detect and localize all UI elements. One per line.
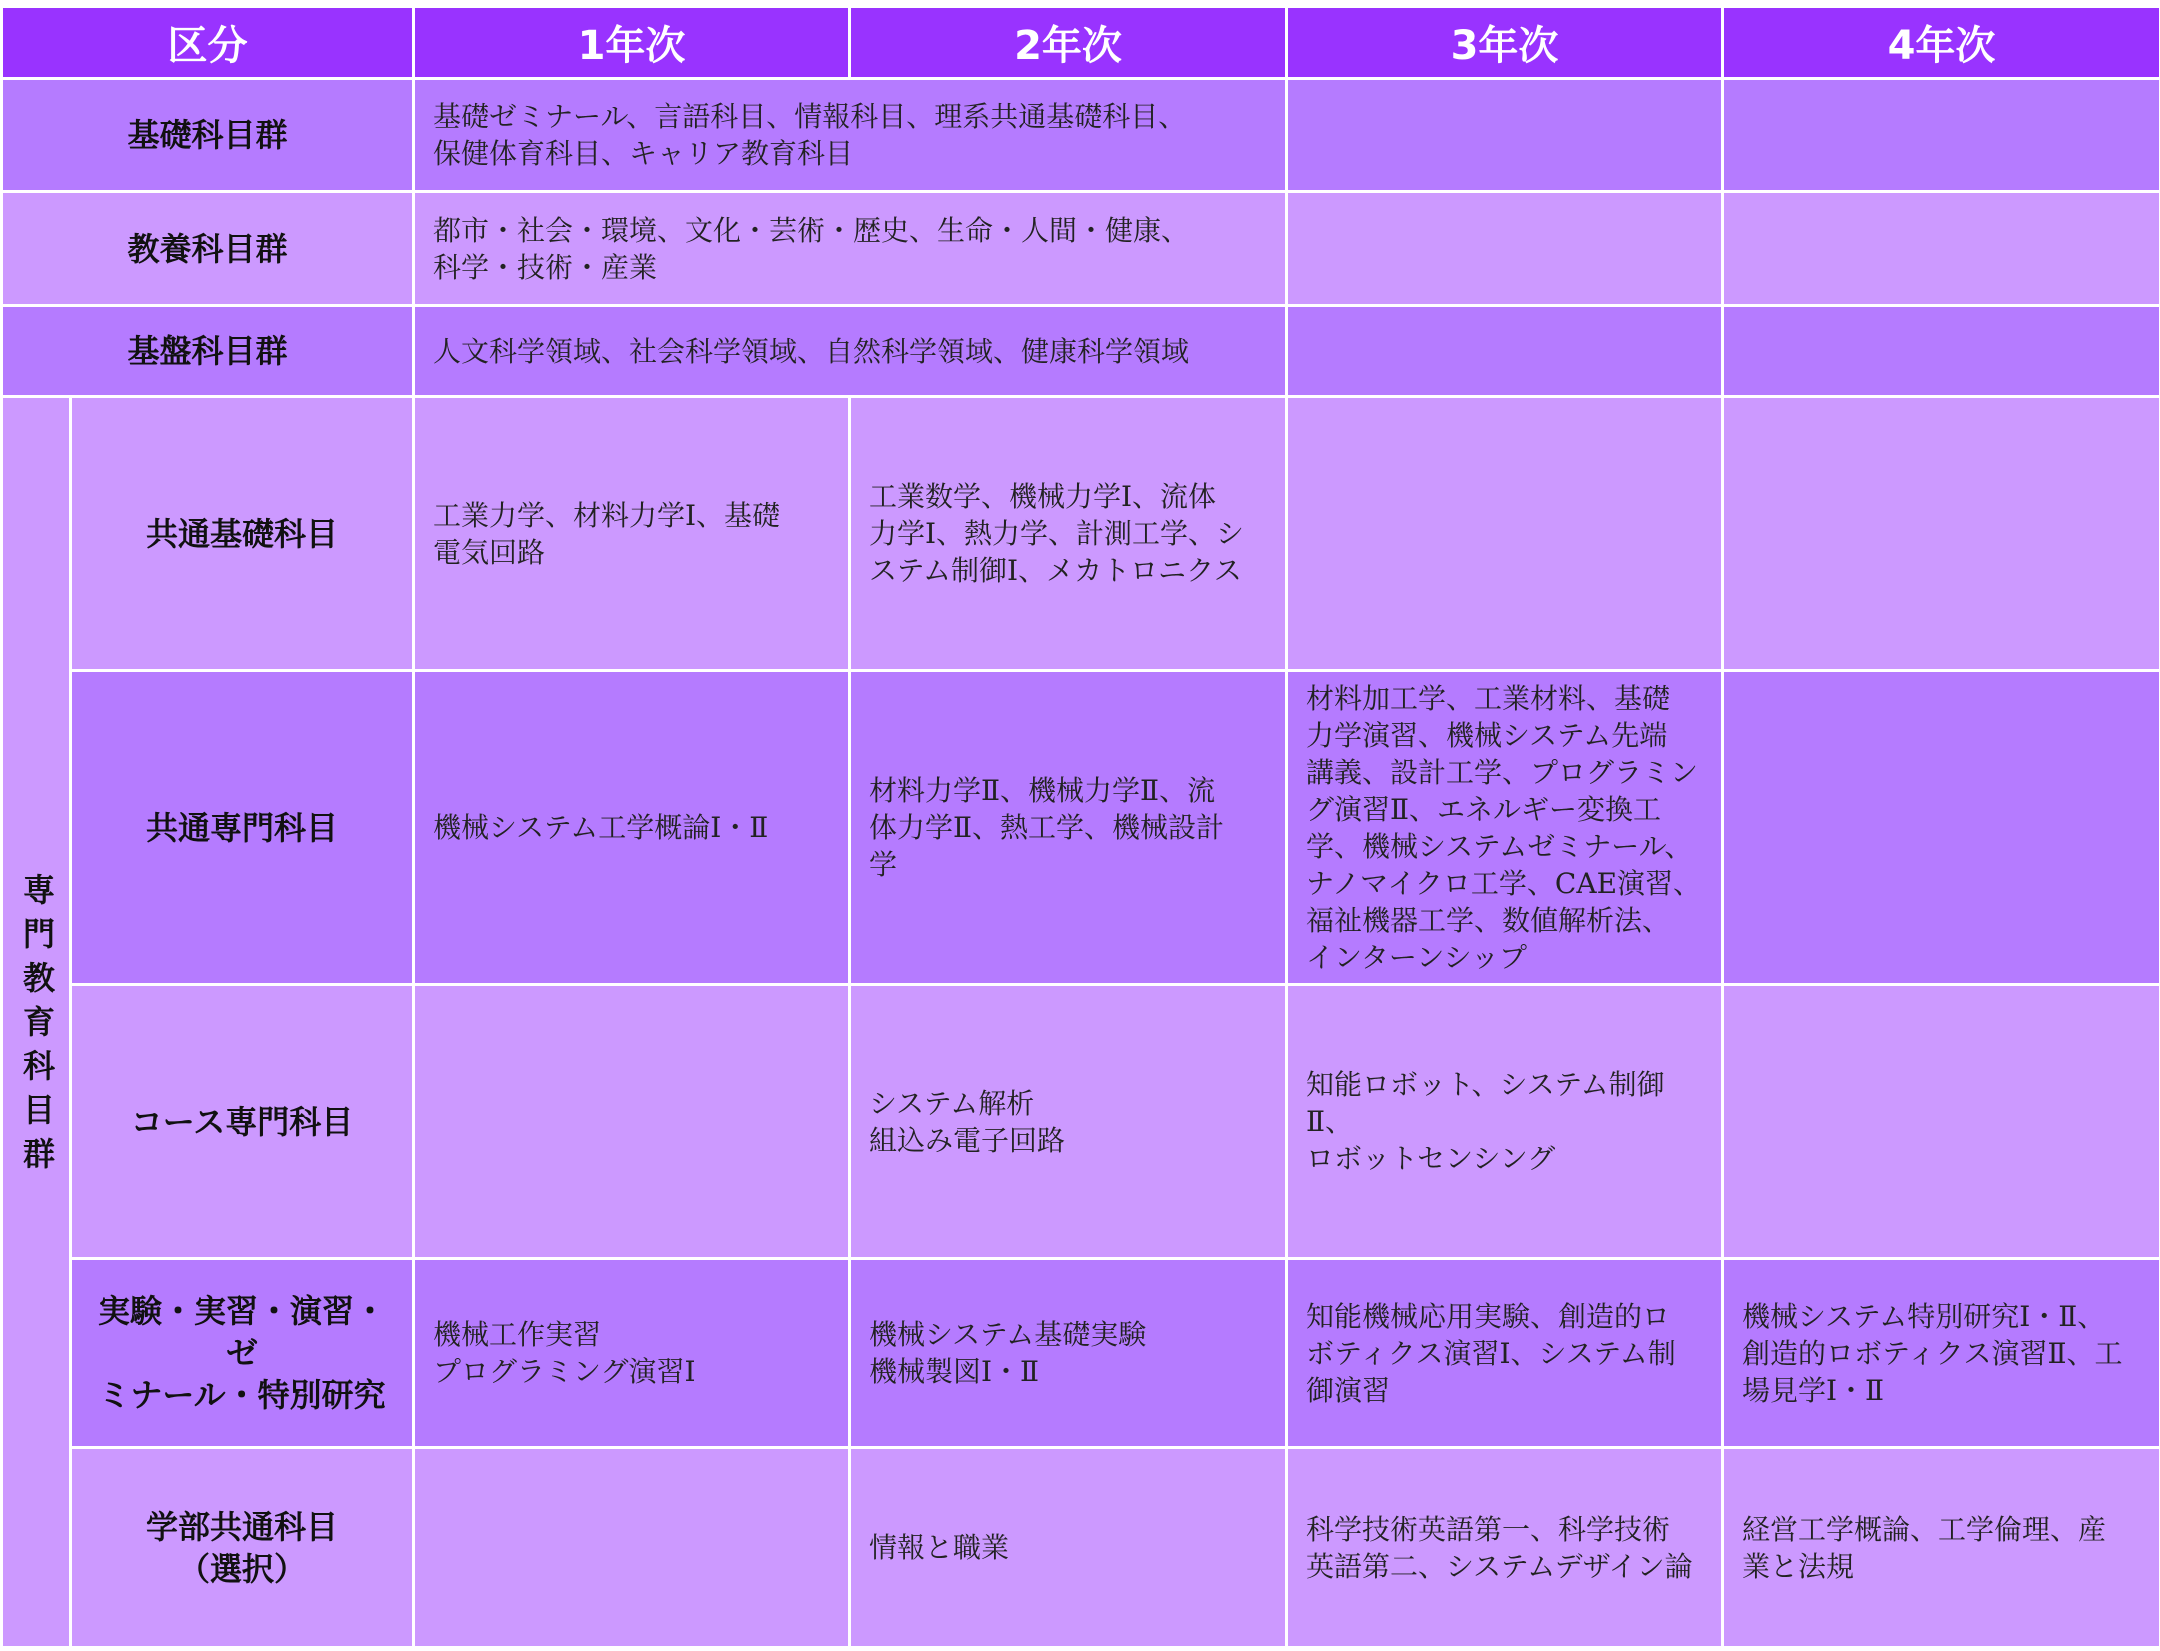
category-cell: 基礎科目群 [2,79,414,192]
header-year-3: 3年次 [1287,7,1723,79]
content-cell: 人文科学領域、社会科学領域、自然科学領域、健康科学領域 [414,306,1287,397]
content-cell: 材料力学Ⅱ、機械力学Ⅱ、流 体力学Ⅱ、熱工学、機械設計 学 [850,671,1287,985]
header-category: 区分 [2,7,414,79]
empty-cell [1723,79,2160,192]
row-kiso [2,79,2160,192]
content-cell: 知能機械応用実験、創造的ロ ボティクス演習Ⅰ、システム制 御演習 [1287,1259,1723,1448]
row-course-senmon [2,985,2160,1259]
row-kiban [2,306,2160,397]
header-year-4: 4年次 [1723,7,2160,79]
content-cell: 知能ロボット、システム制御Ⅱ、 ロボットセンシング [1287,985,1723,1259]
header-year-2: 2年次 [850,7,1287,79]
content-cell: 機械工作実習 プログラミング演習Ⅰ [414,1259,850,1448]
header-year-1: 1年次 [414,7,850,79]
row-gakubu-kyotsu [2,1448,2160,1648]
content-cell [1287,397,1723,671]
content-cell: 機械システム基礎実験 機械製図Ⅰ・Ⅱ [850,1259,1287,1448]
category-cell: コース専門科目 [71,985,414,1259]
specialized-group-label [2,397,71,1648]
content-cell [1723,985,2160,1259]
empty-cell [1287,79,1723,192]
content-cell: 都市・社会・環境、文化・芸術・歴史、生命・人間・健康、 科学・技術・産業 [414,192,1287,306]
empty-cell [1287,192,1723,306]
empty-cell [1723,306,2160,397]
content-cell: システム解析 組込み電子回路 [850,985,1287,1259]
category-cell: 共通基礎科目 [71,397,414,671]
content-cell: 工業数学、機械力学Ⅰ、流体 力学Ⅰ、熱力学、計測工学、シ ステム制御Ⅰ、メカトロニクス [850,397,1287,671]
content-cell [1723,671,2160,985]
category-cell: 基盤科目群 [2,306,414,397]
curriculum-table [0,5,2160,1649]
empty-cell [1723,192,2160,306]
content-cell: 科学技術英語第一、科学技術 英語第二、システムデザイン論 [1287,1448,1723,1648]
content-cell: 機械システム特別研究Ⅰ・Ⅱ、 創造的ロボティクス演習Ⅱ、工 場見学Ⅰ・Ⅱ [1723,1259,2160,1448]
empty-cell [1287,306,1723,397]
row-jikken [2,1259,2160,1448]
category-line: ミナール・特別研究 [98,1376,386,1414]
category-line: 学部共通科目 [145,1507,338,1546]
category-line: 実験・実習・演習・ゼ [97,1292,386,1372]
content-cell [414,985,850,1259]
category-cell [71,1448,414,1648]
row-kyoyo [2,192,2160,306]
category-cell: 教養科目群 [2,192,414,306]
content-cell [1723,397,2160,671]
content-cell: 機械システム工学概論Ⅰ・Ⅱ [414,671,850,985]
content-cell: 情報と職業 [850,1448,1287,1648]
row-kyotsu-senmon [2,671,2160,985]
category-cell: 共通専門科目 [71,671,414,985]
row-kyotsu-kiso [2,397,2160,671]
content-cell: 経営工学概論、工学倫理、産 業と法規 [1723,1448,2160,1648]
category-cell [71,1259,414,1448]
specialized-group-text: 専門教育科目群 [22,871,55,1173]
category-line: （選択） [177,1549,306,1588]
content-cell: 工業力学、材料力学Ⅰ、基礎 電気回路 [414,397,850,671]
content-cell: 基礎ゼミナール、言語科目、情報科目、理系共通基礎科目、 保健体育科目、キャリア教育科目 [414,79,1287,192]
content-cell: 材料加工学、工業材料、基礎 力学演習、機械システム先端 講義、設計工学、プログラミン グ演習Ⅱ、エネルギー変換工 学、機械システムゼミナール、 ナノマイクロ工学、CAE演習、 福祉機器工学、数値解析法、 インターンシップ [1287,671,1723,985]
content-cell [414,1448,850,1648]
header-row [2,7,2160,79]
